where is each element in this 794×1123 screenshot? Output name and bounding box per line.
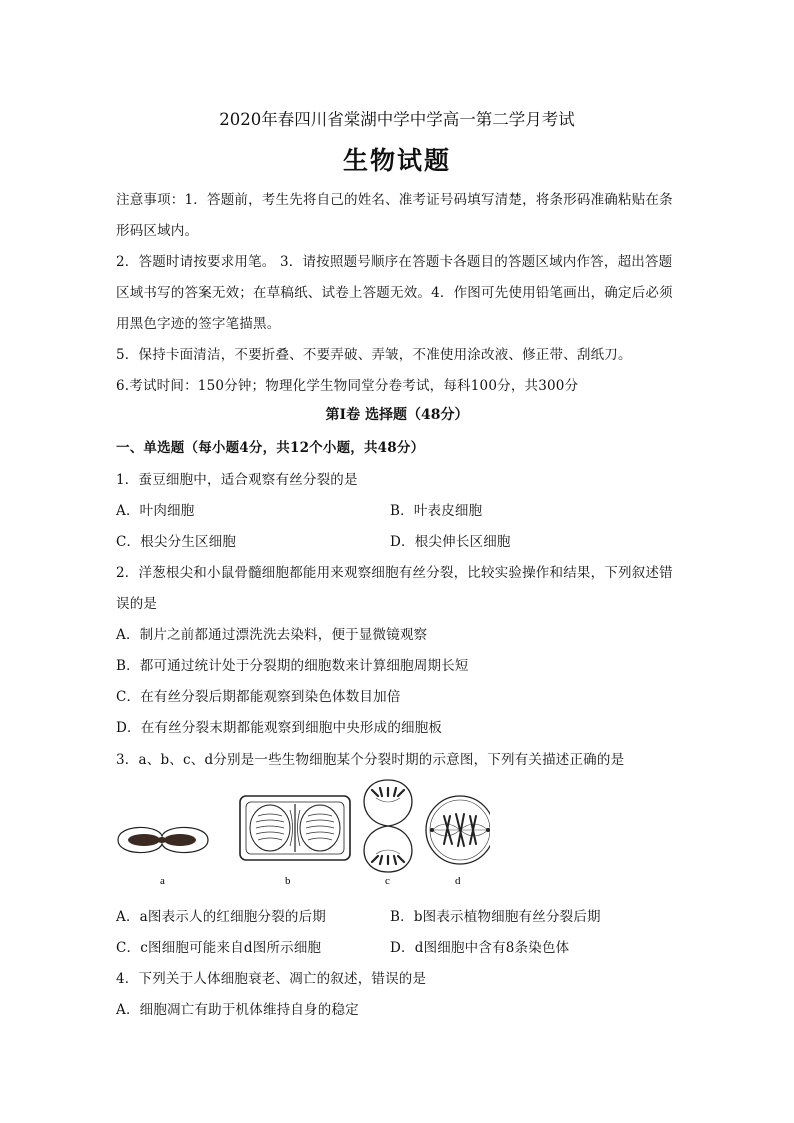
note-line: 形码区域内。 — [116, 223, 199, 239]
section-title: 第Ⅰ卷 选择题（48分） — [325, 407, 469, 423]
figure-label-b: b — [285, 875, 291, 887]
note-line: 6.考试时间：150分钟；物理化学生物同堂分卷考试，每科100分，共300分 — [116, 378, 579, 394]
option-d: D．在有丝分裂末期都能观察到细胞中央形成的细胞板 — [116, 720, 443, 736]
option-b: B．都可通过统计处于分裂期的细胞数来计算细胞周期长短 — [116, 658, 469, 674]
option-c: C．在有丝分裂后期都能观察到染色体数目加倍 — [116, 689, 401, 705]
figure-b-cell — [240, 796, 350, 860]
cell-division-figure — [110, 776, 490, 891]
option-d: D．d图细胞中含有8条染色体 — [390, 940, 570, 956]
section-heading: 一、单选题（每小题4分，共12个小题，共48分） — [116, 440, 425, 456]
figure-label-a: a — [160, 875, 165, 887]
question-stem: 误的是 — [116, 596, 158, 612]
option-a: A．叶肉细胞 — [116, 503, 195, 519]
figure-a-cell — [118, 827, 208, 852]
figure-c-cell — [364, 780, 412, 872]
option-b: B．b图表示植物细胞有丝分裂后期 — [390, 909, 601, 925]
option-a: A．制片之前都通过漂洗洗去染料，便于显微镜观察 — [116, 627, 428, 643]
question-stem: 2．洋葱根尖和小鼠骨髓细胞都能用来观察细胞有丝分裂，比较实验操作和结果，下列叙述错 — [116, 565, 673, 581]
question-stem: 4．下列关于人体细胞衰老、凋亡的叙述，错误的是 — [116, 971, 427, 987]
note-line: 2．答题时请按要求用笔。 3．请按照题号顺序在答题卡各题目的答题区域内作答，超出答题 — [116, 254, 673, 270]
option-c: C．c图细胞可能来自d图所示细胞 — [116, 940, 322, 956]
note-line: 5．保持卡面清洁，不要折叠、不要弄破、弄皱，不准使用涂改液、修正带、刮纸刀。 — [116, 347, 632, 363]
option-a: A．a图表示人的红细胞分裂的后期 — [116, 909, 326, 925]
figure-label-d: d — [455, 875, 461, 887]
option-a: A．细胞凋亡有助于机体维持自身的稳定 — [116, 1002, 359, 1018]
note-line: 区域书写的答案无效；在草稿纸、试卷上答题无效。4．作图可先使用铅笔画出，确定后必须 — [116, 285, 673, 301]
exam-title: 2020年春四川省棠湖中学中学高一第二学月考试 — [219, 110, 575, 129]
note-line: 注意事项：1．答题前，考生先将自己的姓名、准考证号码填写清楚，将条形码准确粘贴在条 — [116, 192, 673, 208]
question-stem: 1．蚕豆细胞中，适合观察有丝分裂的是 — [116, 472, 358, 488]
figure-label-c: c — [385, 875, 390, 887]
option-c: C．根尖分生区细胞 — [116, 534, 237, 550]
exam-subtitle: 生物试题 — [342, 146, 451, 175]
option-d: D．根尖伸长区细胞 — [390, 534, 511, 550]
figure-d-cell — [426, 796, 490, 864]
option-b: B．叶表皮细胞 — [390, 503, 483, 519]
note-line: 用黑色字迹的签字笔描黑。 — [116, 316, 281, 332]
question-stem: 3．a、b、c、d分别是一些生物细胞某个分裂时期的示意图，下列有关描述正确的是 — [116, 752, 625, 768]
